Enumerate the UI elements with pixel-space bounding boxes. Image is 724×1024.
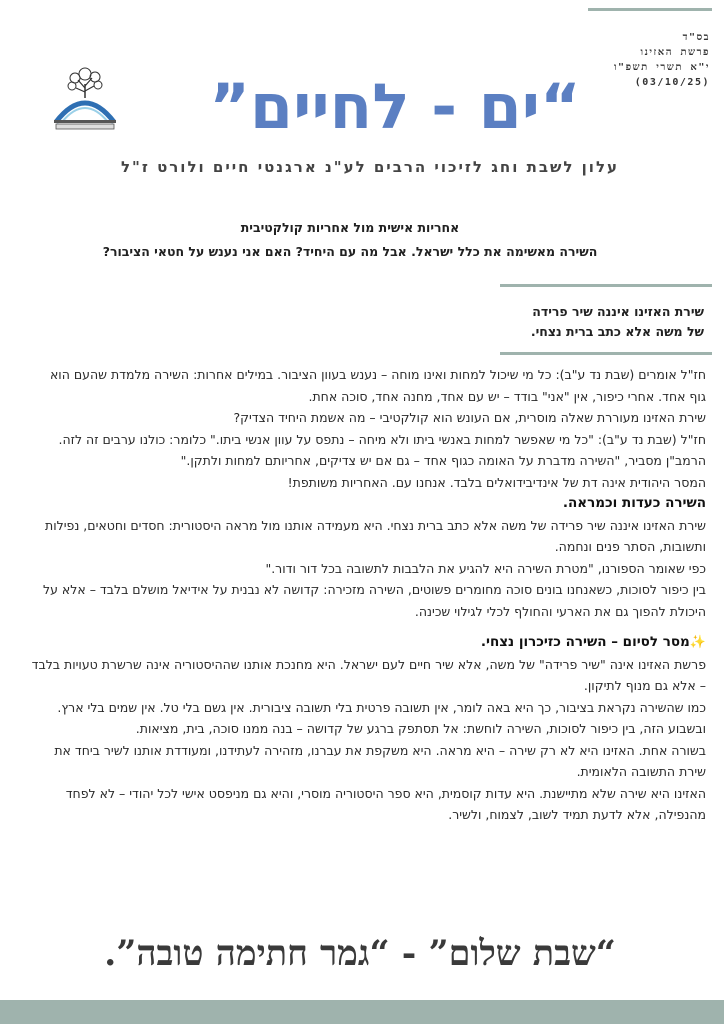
intro-line-2: השירה מאשימה את כלל ישראל. אבל מה עם היחיד? האם אני נענש על חטאי הציבור? xyxy=(102,244,598,259)
body-paragraph: ובשבוע הזה, בין כיפור לסוכות, השירה לוחשת: אל תסתפק ברגע של קדושה – בנה ממנו סוכה, בית, מציאות. xyxy=(135,721,706,736)
page-title: “ים - לחיים” xyxy=(209,70,581,143)
footer-band xyxy=(0,1000,724,1024)
closing-section-heading xyxy=(30,632,706,654)
tree-bridge-logo xyxy=(50,62,120,130)
top-rule xyxy=(588,8,712,11)
intro-line-1: אחריות אישית מול אחריות קולקטיבית xyxy=(240,220,460,235)
body-paragraph: שירת האזינו איננה שיר פרידה של משה אלא כתב ברית נצחי. היא מעמידה אותנו מול מראה היסטורית: חסדים וחטאים, נפילות ותשובות, הסתר פנים ונחמה. xyxy=(45,517,706,554)
pullquote-bottom-rule xyxy=(500,352,712,355)
body-paragraph: האזינו היא שירה שלא מתיישנת. היא עדות קוסמית, היא ספר היסטוריה מוסרי, והיא גם מניפסט אישי לכל יהודי – לא לפחד מהנפילה, אלא לדעת תמיד לשוב, לצמוח, ולשיר. xyxy=(65,785,706,822)
gregorian-date: (03/10/25) xyxy=(634,77,710,88)
closing-heading-text: מסר לסיום – השירה כזיכרון נצחי. xyxy=(480,634,690,650)
body-paragraph: חז"ל אומרים (שבת נד ע"ב): כל מי שיכול למחות ואינו מוחה – נענש בעוון הציבור. במילים אחרות: השירה מלמדת שהעם הוא גוף אחד. אחרי כיפור, אין "אני" בודד – יש עם אחד, מחנה אחד, סוכה אחת. xyxy=(49,367,706,404)
pullquote-line-1: שירת האזינו איננה שיר פרידה xyxy=(532,304,704,319)
pullquote-line-2: של משה אלא כתב ברית נצחי. xyxy=(530,324,704,339)
body-paragraph: חז"ל (שבת נד ע"ב): "כל מי שאפשר למחות באנשי ביתו ולא מיחה – נתפס על עוון אנשי ביתו." כלומר: כולנו ערבים זה לזה. xyxy=(58,431,706,447)
body-paragraph: פרשת האזינו אינה "שיר פרידה" של משה, אלא שיר חיים לעם ישראל. היא מחנכת אותנו שההיסטוריה אינה שרשרת טעויות בלבד – אלא גם מנוף לתיקון. xyxy=(31,656,706,693)
body-paragraph: כמו שהשירה נקראת בציבור, כך היא באה לומר, אין תשובה פרטית בלי תשובה ציבורית. אין גשם בלי טל. אין שמים בלי ארץ. xyxy=(57,699,706,715)
parasha-name: פרשת האזינו xyxy=(640,47,710,58)
sparkle-icon: ✨ xyxy=(689,635,706,650)
pullquote xyxy=(514,302,704,342)
body-paragraph: המסר היהודית אינה דת של אינדיבידואלים בלבד. אנחנו עם. האחריות משותפת! xyxy=(287,474,706,490)
article-body xyxy=(30,364,706,826)
body-paragraph: שירת האזינו מעוררת שאלה מוסרית, אם העונש הוא קולקטיבי – מה אשמת היחיד הצדיק? xyxy=(233,410,706,425)
pullquote-top-rule xyxy=(500,284,712,287)
body-paragraph: כפי שאומר הספורנו, "מטרת השירה היא להגיע את הלבבות לתשובה בכל דור ודור." xyxy=(265,560,706,576)
closing-greeting: “שבת שלום” - “גמר חתימה טובה”. xyxy=(104,933,616,974)
body-paragraph: בין כיפור לסוכות, כשאנחנו בונים סוכה מחומרים פשוטים, השירה מזכירה: קדושה לא נבנית על אידיאל מושלם בלבד – אלא על היכולת להפוך גם את הארעי והחולף לכלי לגילוי שכינה. xyxy=(43,582,706,619)
section-heading: השירה כעדות וכמראה. xyxy=(562,495,706,511)
intro-block xyxy=(60,216,640,264)
hebrew-date: י"א תשרי תשפ"ו xyxy=(613,62,710,73)
body-paragraph: הרמב"ן מסביר, "השירה מדברת על האומה כגוף אחד – גם אם יש צדיקים, אחריותם למחות ולתקן." xyxy=(180,453,706,468)
bsd-label: בס"ד xyxy=(682,32,710,43)
body-paragraph: בשורה אחת. האזינו היא לא רק שירה – היא מראה. היא משקפת את עברנו, מזהירה לעתידנו, ומעודדת אותנו לשיר ביחד את שירת התשובה הלאומית. xyxy=(54,742,706,779)
newsletter-subtitle: עלון לשבת וחג לזיכוי הרבים לע"נ ארגנטי חיים ולורט ז"ל xyxy=(120,158,620,176)
section-gap xyxy=(30,622,706,632)
